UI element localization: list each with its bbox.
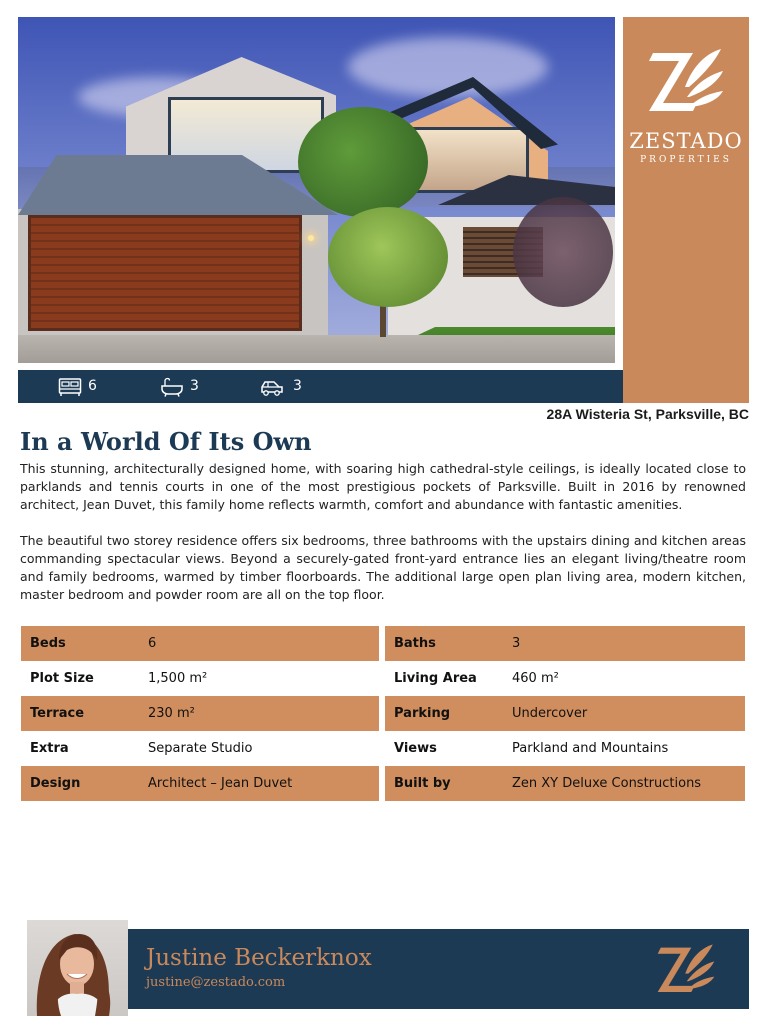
tree-purple	[513, 197, 613, 307]
details-row	[21, 626, 745, 661]
z-wing-logo-icon	[649, 47, 723, 115]
wall-light	[308, 235, 314, 241]
details-value: Undercover	[512, 706, 588, 721]
details-cell	[21, 626, 379, 661]
z-wing-logo-icon	[656, 943, 716, 995]
details-cell	[21, 731, 379, 766]
agent-name: Justine Beckerknox	[146, 945, 372, 971]
bathtub-icon	[160, 377, 184, 397]
details-cell	[21, 766, 379, 801]
details-row	[21, 731, 745, 766]
property-address: 28A Wisteria St, Parksville, BC	[546, 406, 749, 422]
garage-door	[28, 215, 302, 331]
property-details-table	[21, 626, 745, 801]
details-cell	[385, 626, 745, 661]
frangipani-tree	[328, 207, 448, 307]
details-value: Separate Studio	[148, 741, 253, 756]
details-label: Beds	[30, 636, 66, 651]
details-row	[21, 661, 745, 696]
listing-title: In a World Of Its Own	[20, 427, 312, 456]
garage-count: 3	[293, 378, 302, 394]
description-paragraph-2: The beautiful two storey residence offers six bedrooms, three bathrooms with the upstairs dining and kitchen areas commanding spectacular views. Beyond a securely-gated front-yard entrance lies an elegant living/theatre room and family bedrooms, warmed by timber floorboards. The additional large open plan living area, modern kitchen, master bedroom and powder room are all on the top floor.	[20, 533, 746, 602]
agent-contact-bar	[128, 929, 749, 1009]
details-label: Terrace	[30, 706, 85, 721]
details-label: Baths	[394, 636, 436, 651]
details-value: 6	[148, 636, 157, 651]
details-value: Architect – Jean Duvet	[148, 776, 293, 791]
details-value: 230 m²	[148, 706, 195, 721]
details-cell	[385, 696, 745, 731]
details-row	[21, 696, 745, 731]
property-photo	[18, 17, 615, 363]
details-cell	[385, 731, 745, 766]
details-value: Parkland and Mountains	[512, 741, 669, 756]
agent-avatar	[27, 920, 128, 1016]
details-value: 3	[512, 636, 521, 651]
details-label: Extra	[30, 741, 69, 756]
baths-count: 3	[190, 378, 199, 394]
stats-bar	[18, 370, 623, 403]
bed-icon	[58, 377, 82, 397]
details-label: Built by	[394, 776, 451, 791]
details-label: Living Area	[394, 671, 477, 686]
description-paragraph-1: This stunning, architecturally designed home, with soaring high cathedral-style ceilings, is ideally located close to parklands and tennis courts in one of the most prestigious pockets of Parksville. Built in 2016 by renowned architect, Jean Duvet, this family home reflects warmth, comfort and abundance with fantastic amenities.	[20, 461, 746, 512]
brand-tagline: PROPERTIES	[640, 155, 732, 165]
details-label: Views	[394, 741, 437, 756]
details-row	[21, 766, 745, 801]
details-value: 460 m²	[512, 671, 559, 686]
details-cell	[385, 766, 745, 801]
details-label: Parking	[394, 706, 451, 721]
details-value: 1,500 m²	[148, 671, 208, 686]
details-cell	[385, 661, 745, 696]
details-value: Zen XY Deluxe Constructions	[512, 776, 702, 791]
tree	[298, 107, 428, 217]
details-cell	[21, 661, 379, 696]
driveway	[18, 335, 615, 363]
agent-portrait	[27, 920, 128, 1016]
agent-email-link[interactable]: justine@zestado.com	[146, 975, 286, 990]
brand-name: ZESTADO	[629, 129, 743, 153]
details-label: Plot Size	[30, 671, 94, 686]
details-cell	[21, 696, 379, 731]
car-icon	[260, 377, 284, 397]
brand-panel	[623, 17, 749, 403]
details-label: Design	[30, 776, 81, 791]
beds-count: 6	[88, 378, 97, 394]
